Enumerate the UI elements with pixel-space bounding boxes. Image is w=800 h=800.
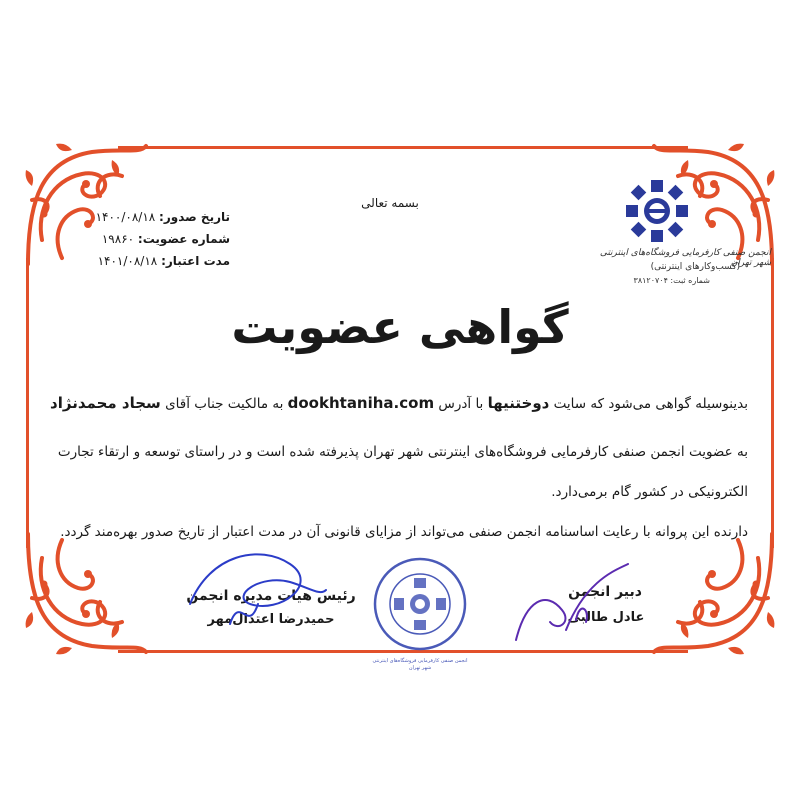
certificate-title: گواهی عضویت <box>231 300 569 354</box>
secretary-signature-icon <box>506 560 636 650</box>
board-chairman-name: حمیدرضا اعتدال‌مهر <box>207 612 335 627</box>
validity-period <box>60 252 230 271</box>
corner-ornament-top-left <box>22 140 152 270</box>
organization-subtitle: (کسب‌وکارهای اینترنتی) <box>650 262 740 272</box>
site-url: dookhtaniha.com <box>287 394 435 412</box>
issue-date-value: ۱۴۰۰/۰۸/۱۸ <box>95 210 156 224</box>
border-left <box>26 258 29 548</box>
issue-date-label: تاریخ صدور: <box>159 210 230 224</box>
corner-ornament-bottom-right <box>648 528 778 658</box>
membership-number <box>60 230 230 249</box>
organization-logo-icon <box>624 178 690 244</box>
site-name: دوختنیها <box>487 394 550 412</box>
validity-period-value: ۱۴۰۱/۰۸/۱۸ <box>97 254 158 268</box>
organization-name: انجمن صنفی کارفرمایی فروشگاه‌های اینترنتی شهر تهران <box>599 248 771 268</box>
stamp-ring-text: انجمن صنفی کارفرمایی فروشگاه‌های اینترنتی شهر تهران <box>372 658 468 671</box>
secretary-name: عادل طالبی <box>567 610 645 625</box>
corner-ornament-bottom-left <box>22 528 152 658</box>
organization-registration: شماره ثبت: ۳۸۱۲۰۷۰۴ <box>633 276 710 285</box>
body-line-4: دارنده این پروانه با رعایت اساسنامه انجمن صنفی می‌تواند از مزایای قانونی آن در مدت اعتبار از تاریخ صدور بهره‌مند گردد. <box>60 524 748 540</box>
board-chairman-title: رئیس هیات مدیره انجمن <box>186 588 356 604</box>
secretary-title: دبیر انجمن <box>568 584 642 600</box>
board-chairman-signature-icon <box>170 534 350 644</box>
basmala: بسمه تعالی <box>361 196 419 210</box>
membership-number-value: ۱۹۸۶۰ <box>101 232 135 246</box>
border-right <box>771 258 774 548</box>
membership-number-label: شماره عضویت: <box>137 232 230 246</box>
body-line-3: الکترونیکی در کشور گام برمی‌دارد. <box>551 484 748 500</box>
body-line-1 <box>50 394 748 412</box>
body-line-1-end: به مالکیت جناب آقای <box>165 396 284 412</box>
body-line-1-start: بدینوسیله گواهی می‌شود که سایت <box>553 396 748 412</box>
owner-name: سجاد محمدنژاد <box>50 394 161 412</box>
official-stamp-icon <box>372 556 468 652</box>
body-line-2: به عضویت انجمن صنفی کارفرمایی فروشگاه‌های اینترنتی شهر تهران پذیرفته شده است و در راستای توسعه و ارتقاء تجارت <box>57 444 748 460</box>
issue-date <box>60 208 230 227</box>
body-line-1-middle: با آدرس <box>438 396 484 412</box>
border-top <box>118 146 688 149</box>
validity-period-label: مدت اعتبار: <box>161 254 230 268</box>
